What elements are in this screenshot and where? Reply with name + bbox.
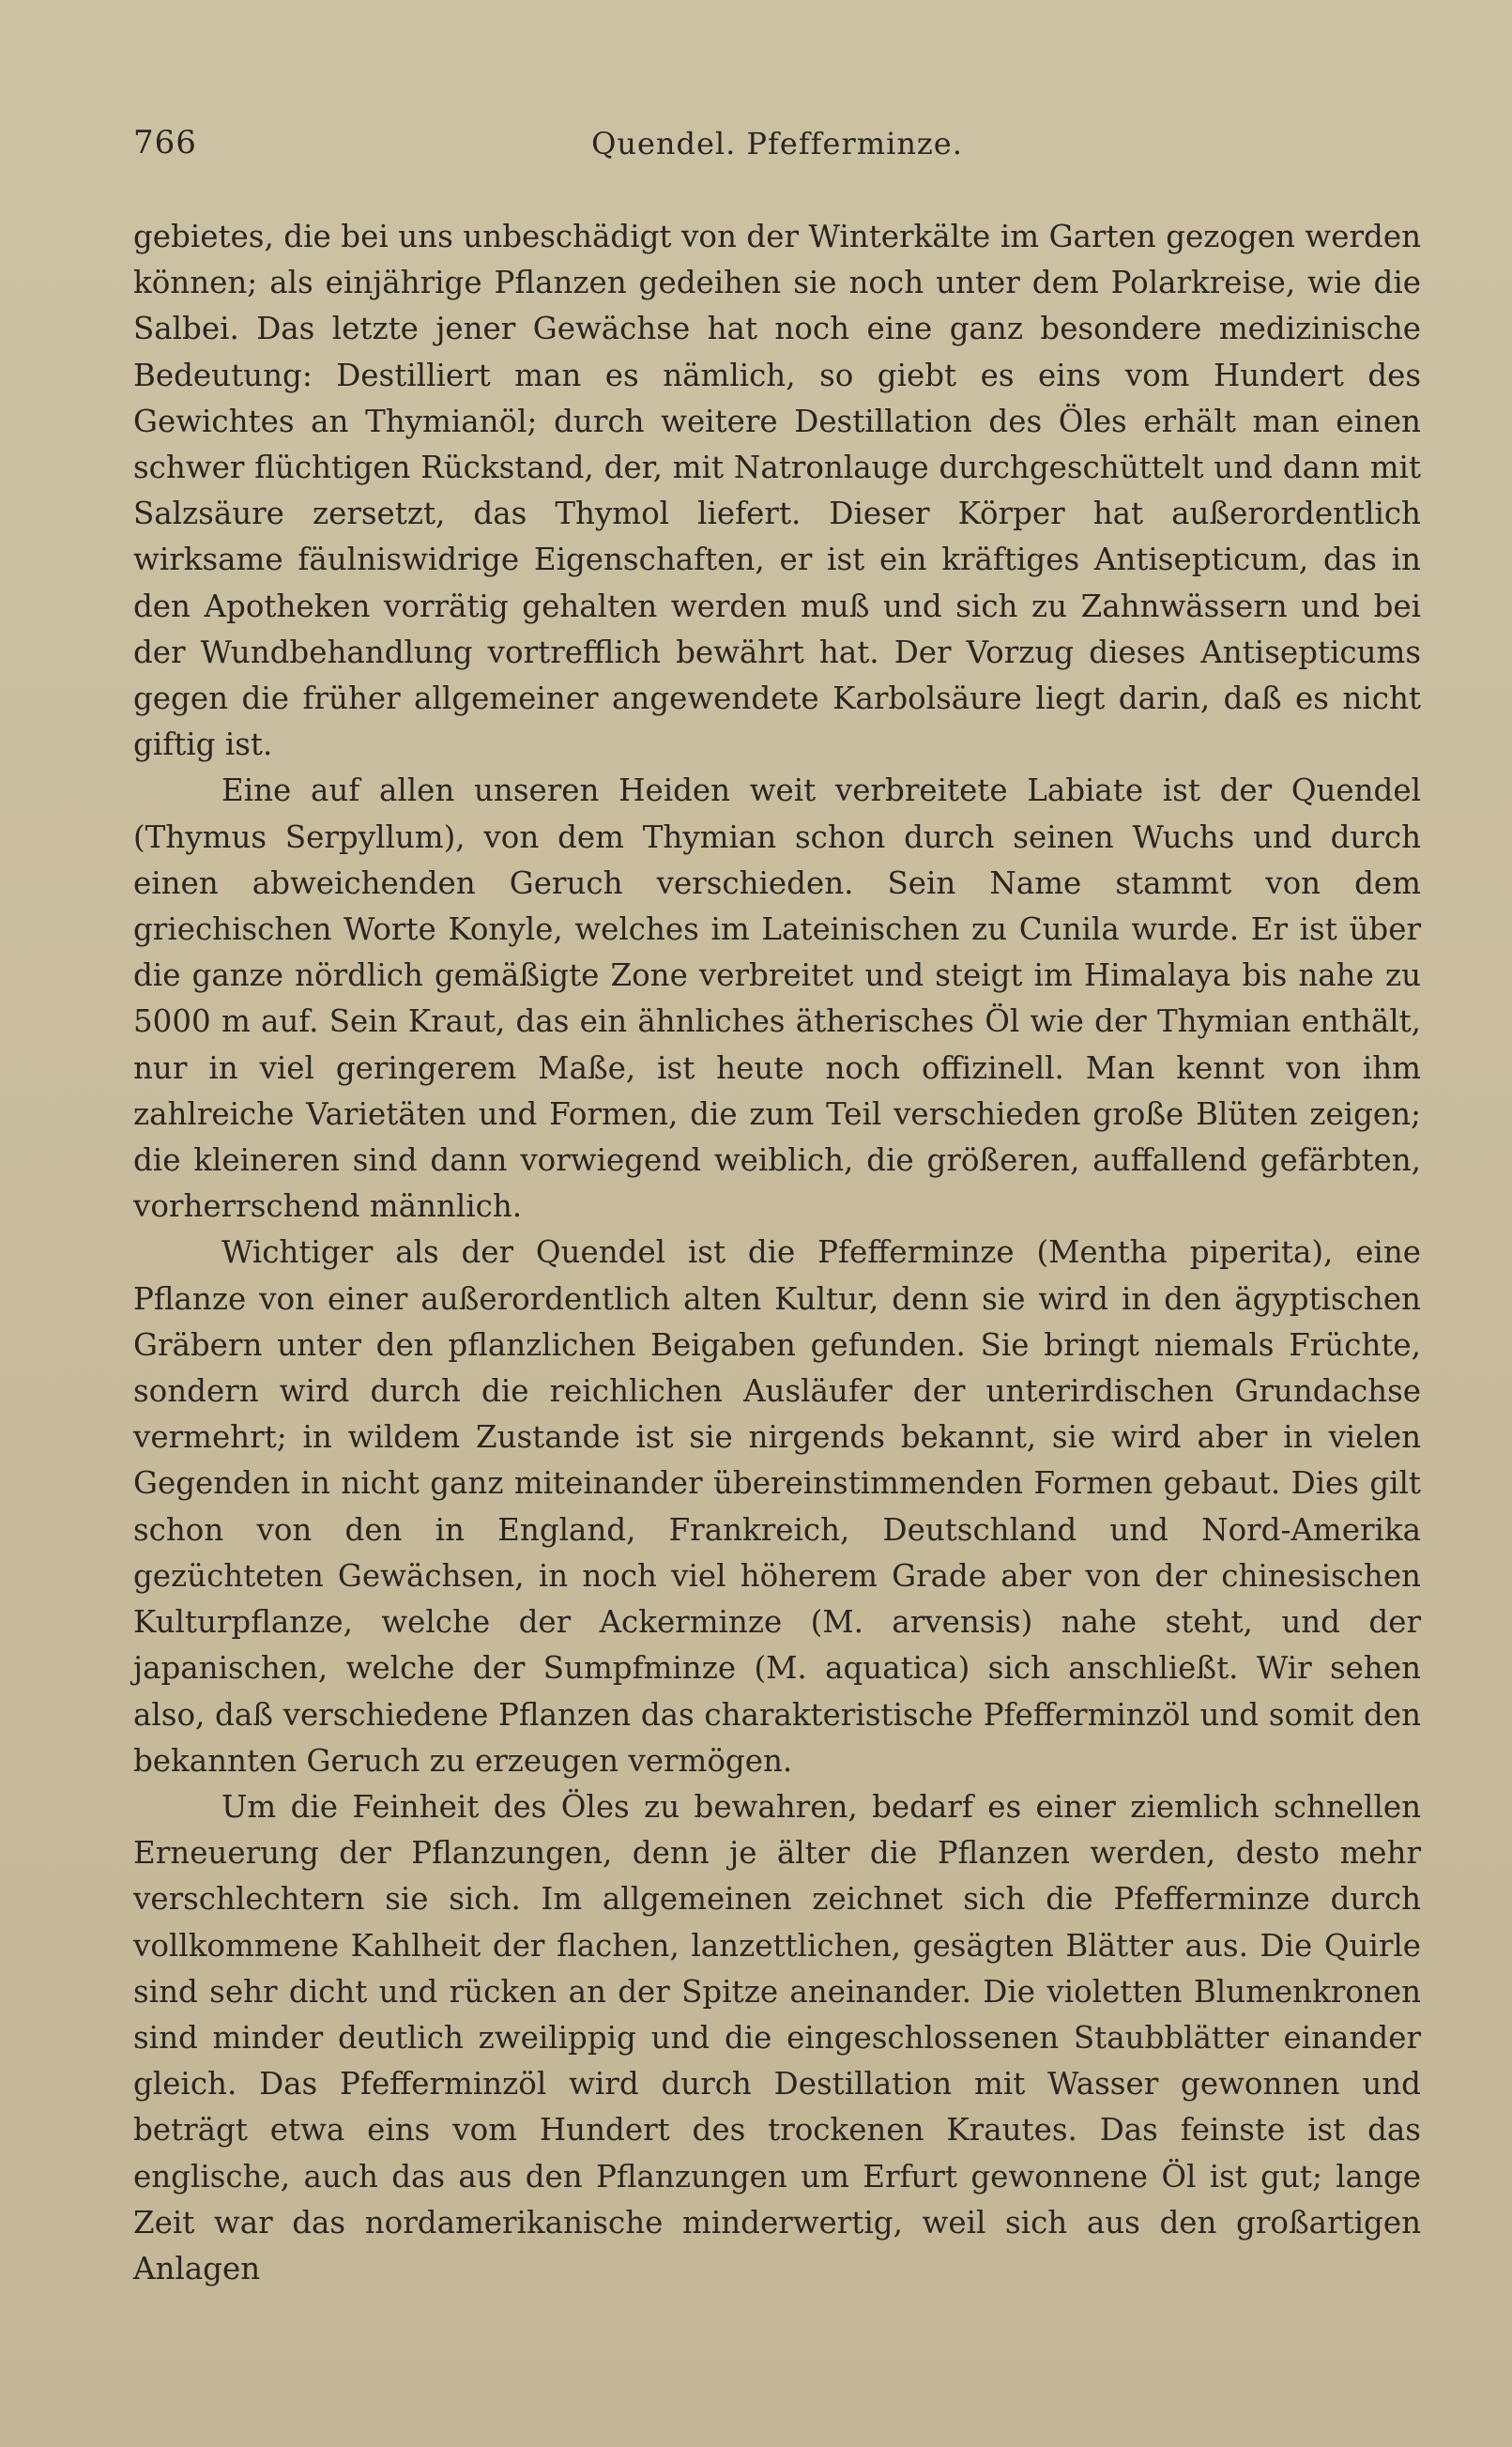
page-number: 766 [133,124,197,161]
running-head: Quendel. Pfefferminze. [591,126,963,161]
paragraph: Um die Feinheit des Öles zu bewahren, bedarf es einer ziemlich schnellen Erneuerung der Pflanzungen, denn je älter die Pflanzen werden, desto mehr verschlechtern sie sich. Im allgemeinen zeichnet sich die Pfefferminze durch vollkommene Kahlheit der flachen, lanzettlichen, gesägten Blätter aus. Die Quirle sind sehr dicht und rücken an der Spitze aneinander. Die violetten Blumenkronen sind minder deutlich zweilippig und die eingeschlossenen Staubblätter einander gleich. Das Pfefferminzöl wird durch Destillation mit Wasser gewonnen und beträgt etwa eins vom Hundert des trockenen Krautes. Das feinste ist das englische, auch das aus den Pflanzungen um Erfurt gewonnene Öl ist gut; lange Zeit war das nordamerikanische minderwertig, weil sich aus den großartigen Anlagen [133,1788,1421,2286]
page-header [133,124,1421,171]
body-text [133,214,1421,2292]
paragraph: Eine auf allen unseren Heiden weit verbreitete Labiate ist der Quendel (Thymus Serpyllum), von dem Thymian schon durch seinen Wuchs und durch einen abweichenden Geruch verschieden. Sein Name stammt von dem griechischen Worte Konyle, welches im Lateinischen zu Cunila wurde. Er ist über die ganze nördlich gemäßigte Zone verbreitet und steigt im Himalaya bis nahe zu 5000 m auf. Sein Kraut, das ein ähnliches ätherisches Öl wie der Thymian enthält, nur in viel geringerem Maße, ist heute noch offizinell. Man kennt von ihm zahlreiche Varietäten und Formen, die zum Teil verschieden große Blüten zeigen; die kleineren sind dann vorwiegend weiblich, die größeren, auffallend gefärbten, vorherrschend männlich. [133,772,1421,1225]
paragraph: gebietes, die bei uns unbeschädigt von der Winterkälte im Garten gezogen werden können; als einjährige Pflanzen gedeihen sie noch unter dem Polarkreise, wie die Salbei. Das letzte jener Gewächse hat noch eine ganz besondere medizinische Bedeutung: Destilliert man es nämlich, so giebt es eins vom Hundert des Gewichtes an Thymianöl; durch weitere Destillation des Öles erhält man einen schwer flüchtigen Rückstand, der, mit Natronlauge durchgeschüttelt und dann mit Salzsäure zersetzt, das Thymol liefert. Dieser Körper hat außerordentlich wirksame fäulniswidrige Eigenschaften, er ist ein kräftiges Antisepticum, das in den Apotheken vorrätig gehalten werden muß und sich zu Zahnwässern und bei der Wundbehandlung vortrefflich bewährt hat. Der Vorzug dieses Antisepticums gegen die früher allgemeiner angewendete Karbolsäure liegt darin, daß es nicht giftig ist. [133,219,1421,763]
paragraph: Wichtiger als der Quendel ist die Pfefferminze (Mentha piperita), eine Pflanze von einer außerordentlich alten Kultur, denn sie wird in den ägyptischen Gräbern unter den pflanzlichen Beigaben gefunden. Sie bringt niemals Früchte, sondern wird durch die reichlichen Ausläufer der unterirdischen Grundachse vermehrt; in wildem Zustande ist sie nirgends bekannt, sie wird aber in vielen Gegenden in nicht ganz miteinander übereinstimmenden Formen gebaut. Dies gilt schon von den in England, Frankreich, Deutschland und Nord-Amerika gezüchteten Gewächsen, in noch viel höherem Grade aber von der chinesischen Kulturpflanze, welche der Ackerminze (M. arvensis) nahe steht, und der japanischen, welche der Sumpfminze (M. aquatica) sich anschließt. Wir sehen also, daß verschiedene Pflanzen das charakteristische Pfefferminzöl und somit den bekannten Geruch zu erzeugen vermögen. [133,1234,1421,1779]
